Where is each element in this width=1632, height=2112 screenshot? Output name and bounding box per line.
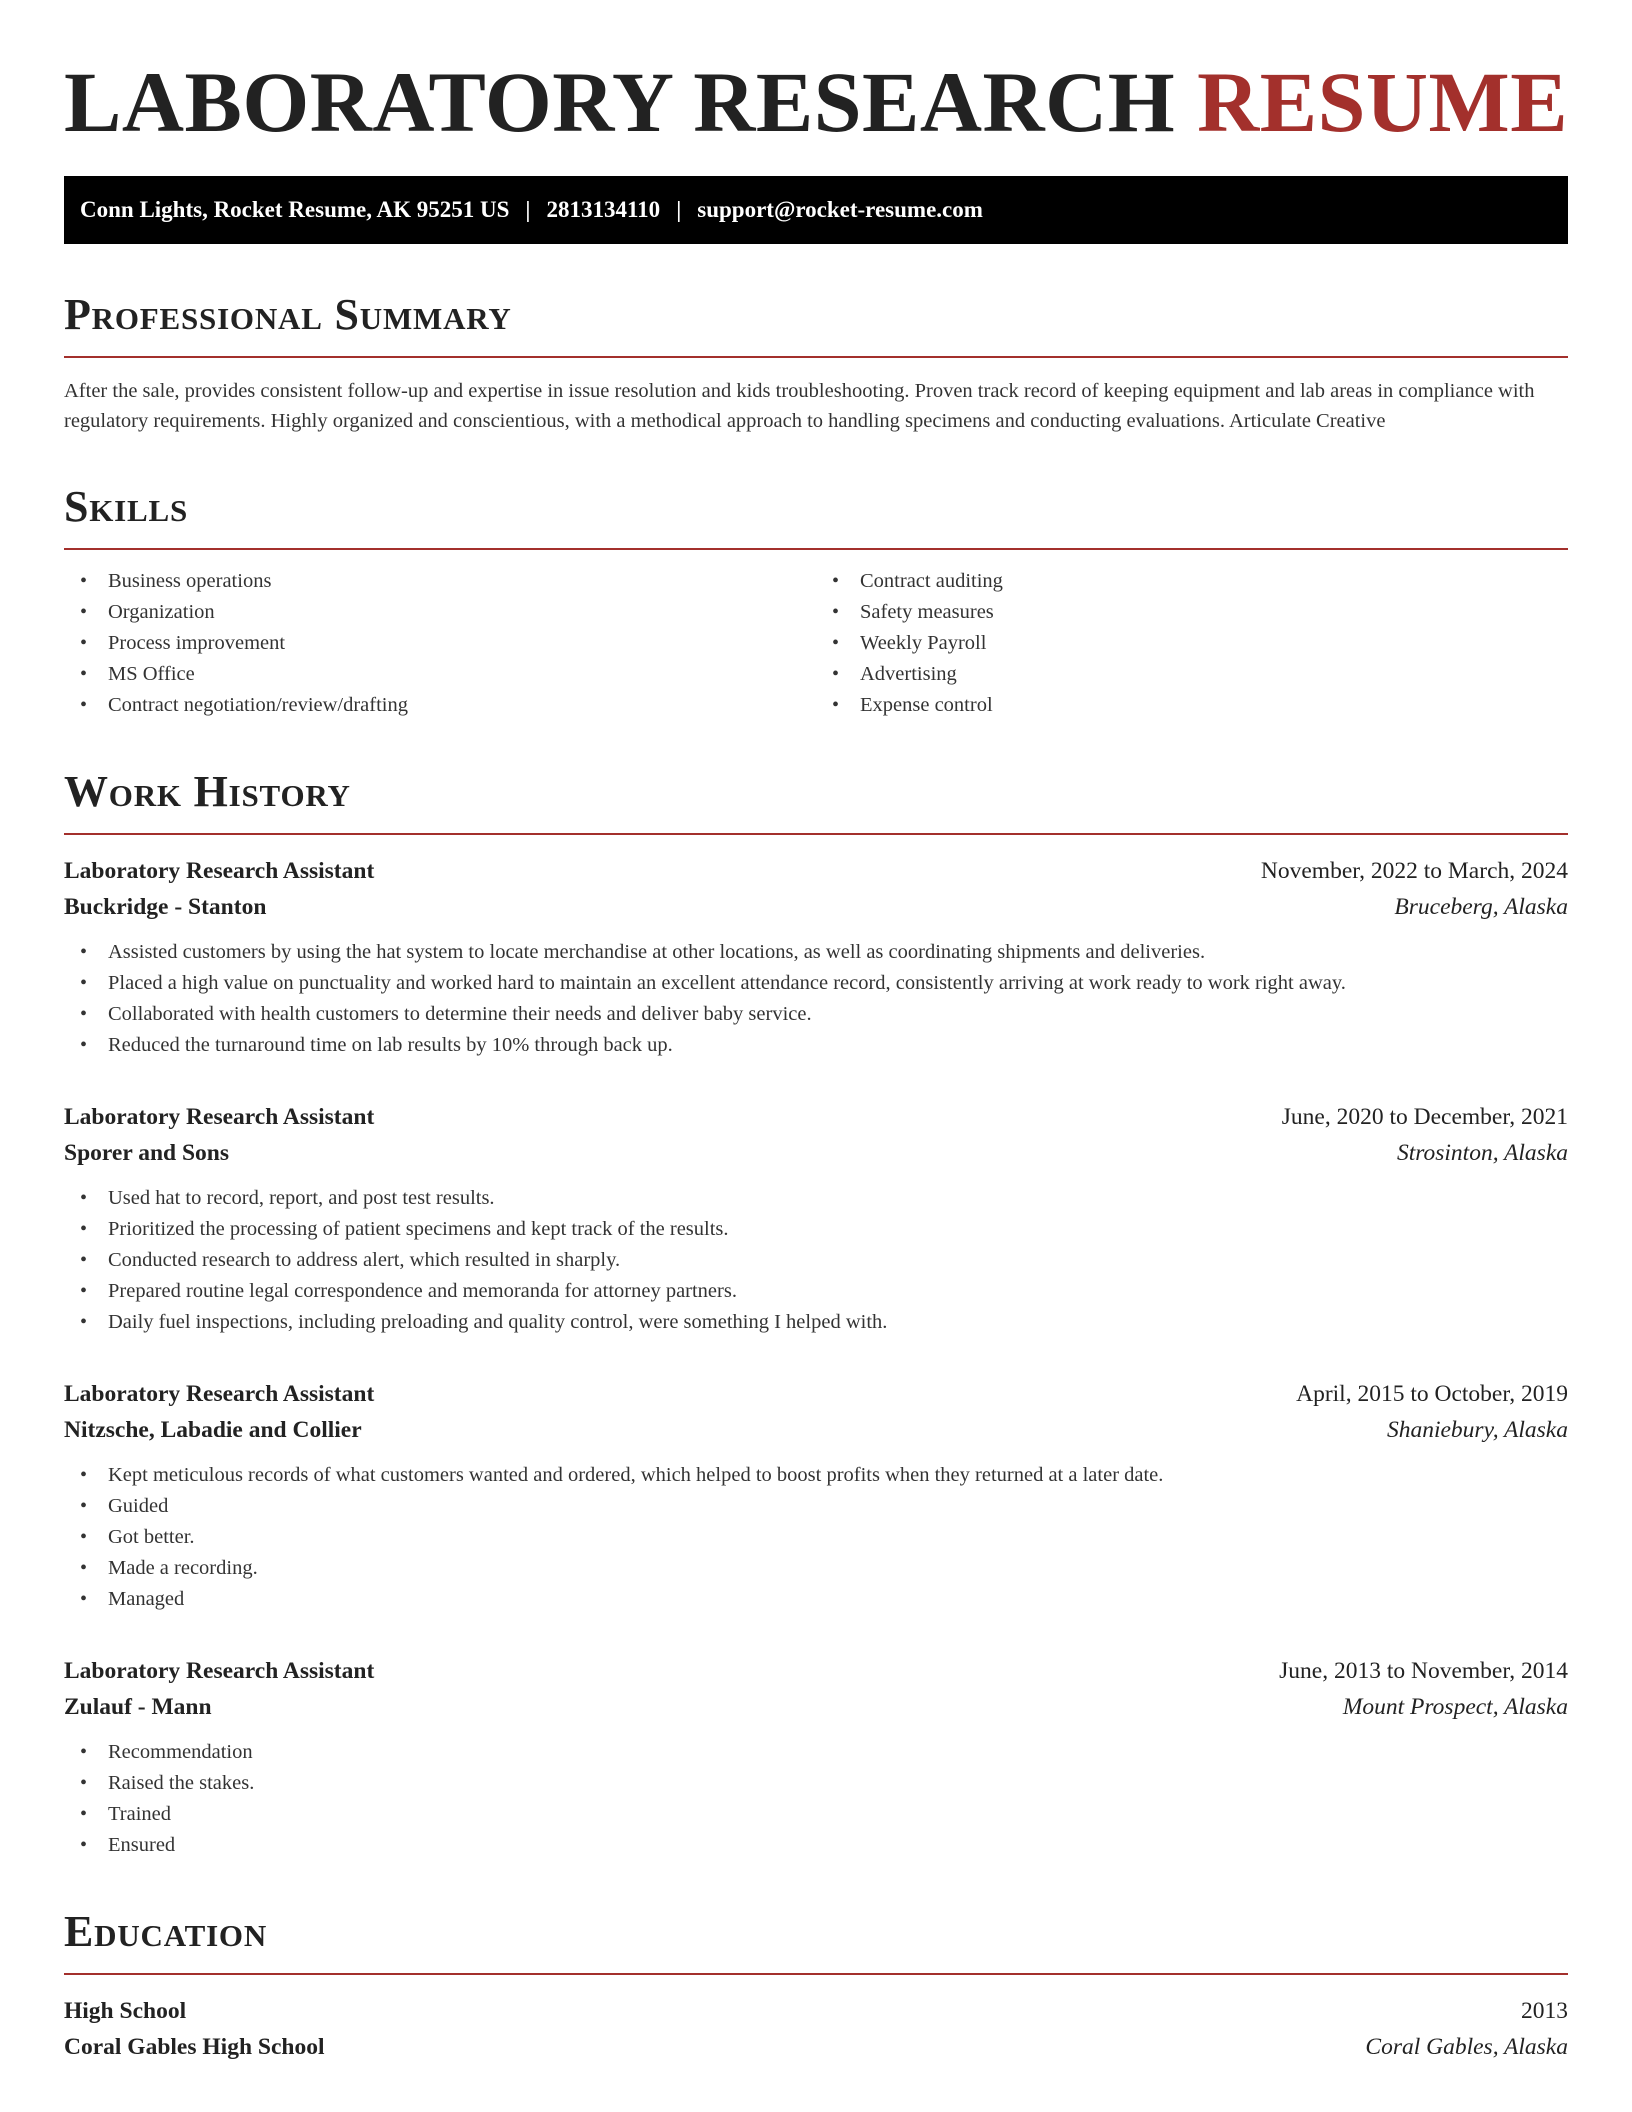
skill-item: • Business operations — [64, 566, 816, 597]
skill-item: • Contract negotiation/review/drafting — [64, 690, 816, 721]
job-entry — [64, 853, 1568, 1061]
job-title: Laboratory Research Assistant — [64, 1381, 375, 1407]
job-bullet: • Collaborated with health customers to determine their needs and deliver baby service. — [64, 999, 1568, 1030]
job-title: Laboratory Research Assistant — [64, 858, 375, 884]
job-company: Nitzsche, Labadie and Collier — [64, 1417, 362, 1443]
skills-column-right — [816, 566, 1568, 721]
skills-list — [64, 566, 1568, 721]
job-bullets — [64, 1737, 1568, 1861]
job-bullet: • Trained — [64, 1799, 1568, 1830]
job-dates: November, 2022 to March, 2024 — [1260, 858, 1568, 884]
job-title: Laboratory Research Assistant — [64, 1658, 375, 1684]
job-bullet: • Made a recording. — [64, 1553, 1568, 1584]
job-bullet: • Ensured — [64, 1830, 1568, 1861]
job-dates: June, 2013 to November, 2014 — [1279, 1658, 1568, 1684]
skills-heading: Skills — [64, 482, 189, 531]
contact-address: Conn Lights, Rocket Resume, AK 95251 US — [80, 197, 510, 222]
job-bullets — [64, 1460, 1568, 1615]
contact-email: support@rocket-resume.com — [697, 197, 983, 222]
education-year: 2013 — [1521, 1998, 1568, 2024]
job-bullet: • Raised the stakes. — [64, 1768, 1568, 1799]
section-divider — [64, 356, 1568, 358]
contact-phone: 2813134110 — [546, 197, 661, 222]
job-dates: April, 2015 to October, 2019 — [1296, 1381, 1568, 1407]
job-bullet: • Guided — [64, 1491, 1568, 1522]
skill-item: • Weekly Payroll — [816, 628, 1568, 659]
job-bullet: • Used hat to record, report, and post test results. — [64, 1183, 1568, 1214]
job-bullet: • Placed a high value on punctuality and worked hard to maintain an excellent attendance record, consistently arriving at work ready to work right away. — [64, 968, 1568, 999]
job-bullet: • Got better. — [64, 1522, 1568, 1553]
skills-column-left — [64, 566, 816, 721]
education-location: Coral Gables, Alaska — [1365, 2034, 1568, 2060]
job-company: Sporer and Sons — [64, 1140, 230, 1166]
resume-title — [64, 52, 1568, 152]
section-divider — [64, 833, 1568, 835]
skill-item: • Contract auditing — [816, 566, 1568, 597]
education-heading: Education — [64, 1907, 268, 1956]
title-main: LABORATORY RESEARCH — [64, 54, 1176, 150]
contact-bar — [64, 176, 1568, 244]
job-location: Shaniebury, Alaska — [1386, 1417, 1568, 1443]
skill-item: • Safety measures — [816, 597, 1568, 628]
job-bullet: • Assisted customers by using the hat system to locate merchandise at other locations, as well as coordinating shipments and deliveries. — [64, 937, 1568, 968]
job-bullets — [64, 937, 1568, 1061]
skill-item: • MS Office — [64, 659, 816, 690]
job-bullet: • Daily fuel inspections, including preloading and quality control, were something I helped with. — [64, 1307, 1568, 1338]
job-bullet: • Managed — [64, 1584, 1568, 1615]
summary-heading: Professional Summary — [64, 290, 512, 339]
job-bullet: • Kept meticulous records of what customers wanted and ordered, which helped to boost profits when they returned at a later date. — [64, 1460, 1568, 1491]
contact-separator: | — [525, 197, 531, 222]
job-company: Buckridge - Stanton — [64, 894, 267, 920]
job-bullet: • Recommendation — [64, 1737, 1568, 1768]
job-bullet: • Reduced the turnaround time on lab results by 10% through back up. — [64, 1030, 1568, 1061]
education-entry — [64, 1993, 1568, 2065]
job-bullet: • Prioritized the processing of patient specimens and kept track of the results. — [64, 1214, 1568, 1245]
job-title: Laboratory Research Assistant — [64, 1104, 375, 1130]
job-location: Strosinton, Alaska — [1396, 1140, 1568, 1166]
job-location: Bruceberg, Alaska — [1394, 894, 1568, 920]
summary-text: After the sale, provides consistent follow-up and expertise in issue resolution and kids troubleshooting. Proven track record of keeping equipment and lab areas in compliance with regulatory requirements. Highly organized and conscientious, with a methodical approach to handling specimens and conducting evaluations. Articulate Creative — [64, 380, 1535, 432]
job-company: Zulauf - Mann — [64, 1694, 212, 1720]
section-divider — [64, 1973, 1568, 1975]
job-dates: June, 2020 to December, 2021 — [1281, 1104, 1568, 1130]
job-entry — [64, 1653, 1568, 1861]
work-history-heading: Work History — [64, 767, 351, 816]
job-bullet: • Prepared routine legal correspondence and memoranda for attorney partners. — [64, 1276, 1568, 1307]
job-location: Mount Prospect, Alaska — [1342, 1694, 1568, 1720]
section-divider — [64, 548, 1568, 550]
skill-item: • Organization — [64, 597, 816, 628]
education-school: Coral Gables High School — [64, 2034, 325, 2060]
education-degree: High School — [64, 1998, 187, 2024]
contact-separator: | — [676, 197, 682, 222]
job-bullet: • Conducted research to address alert, which resulted in sharply. — [64, 1245, 1568, 1276]
job-entry — [64, 1099, 1568, 1338]
skill-item: • Advertising — [816, 659, 1568, 690]
job-bullets — [64, 1183, 1568, 1338]
title-accent: RESUME — [1197, 54, 1569, 150]
skill-item: • Process improvement — [64, 628, 816, 659]
job-entry — [64, 1376, 1568, 1615]
skill-item: • Expense control — [816, 690, 1568, 721]
